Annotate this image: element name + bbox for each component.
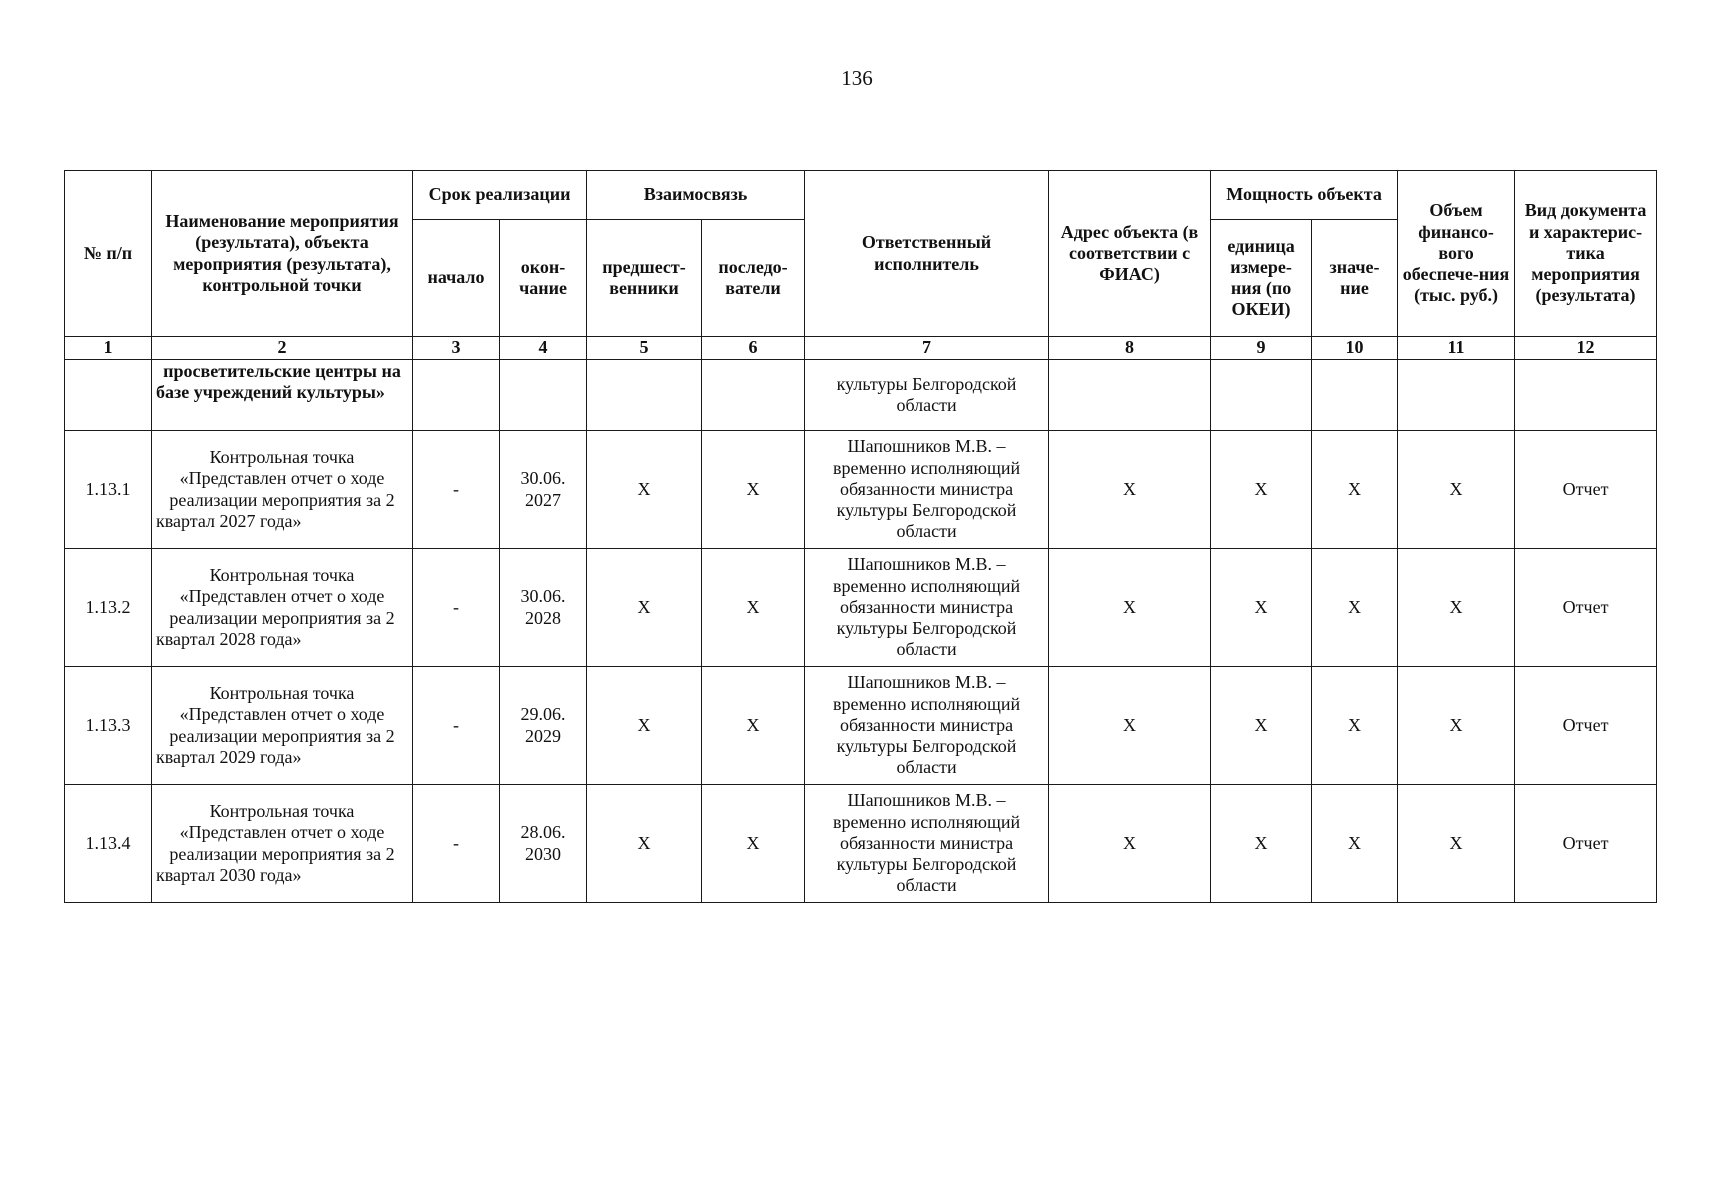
- header-num: № п/п: [65, 171, 152, 337]
- cell-next: Х: [702, 431, 805, 549]
- header-name: Наименование мероприятия (результата), объекта мероприятия (результата), контрольной точки: [152, 171, 413, 337]
- plan-table: [64, 170, 1657, 903]
- cell-name: просветительские центры на базе учреждений культуры»: [152, 360, 413, 431]
- cell-next: Х: [702, 549, 805, 667]
- cell-funding: Х: [1398, 667, 1515, 785]
- cell-prev: Х: [587, 549, 702, 667]
- cell-value: Х: [1312, 431, 1398, 549]
- cell-doc: Отчет: [1515, 549, 1657, 667]
- cell-funding: Х: [1398, 431, 1515, 549]
- header-period-start: начало: [413, 220, 500, 337]
- cell-doc: Отчет: [1515, 431, 1657, 549]
- cell-unit: Х: [1211, 431, 1312, 549]
- cell-name: Контрольная точка «Представлен отчет о ходе реализации мероприятия за 2 квартал 2030 года»: [152, 785, 413, 903]
- column-number: 4: [500, 337, 587, 360]
- table-row: [65, 431, 1657, 549]
- cell-name: Контрольная точка «Представлен отчет о ходе реализации мероприятия за 2 квартал 2027 года»: [152, 431, 413, 549]
- cell-next: [702, 360, 805, 431]
- cell-num: [65, 360, 152, 431]
- cell-name: Контрольная точка «Представлен отчет о ходе реализации мероприятия за 2 квартал 2028 года»: [152, 549, 413, 667]
- header-funding: Объем финансо-вого обеспече-ния (тыс. руб.): [1398, 171, 1515, 337]
- cell-address: Х: [1049, 667, 1211, 785]
- cell-doc: Отчет: [1515, 785, 1657, 903]
- cell-responsible: Шапошников М.В. – временно исполняющий обязанности министра культуры Белгородской области: [805, 549, 1049, 667]
- cell-next: Х: [702, 667, 805, 785]
- cell-start: -: [413, 785, 500, 903]
- cell-prev: Х: [587, 667, 702, 785]
- column-number: 10: [1312, 337, 1398, 360]
- cell-num: 1.13.3: [65, 667, 152, 785]
- header-relation: Взаимосвязь: [587, 171, 805, 220]
- cell-responsible: Шапошников М.В. – временно исполняющий обязанности министра культуры Белгородской области: [805, 431, 1049, 549]
- cell-value: Х: [1312, 667, 1398, 785]
- cell-responsible: культуры Белгородской области: [805, 360, 1049, 431]
- cell-prev: Х: [587, 785, 702, 903]
- column-number: 9: [1211, 337, 1312, 360]
- column-number: 3: [413, 337, 500, 360]
- cell-doc: [1515, 360, 1657, 431]
- header-relation-next: последо-ватели: [702, 220, 805, 337]
- header-responsible: Ответственный исполнитель: [805, 171, 1049, 337]
- page-number: 136: [841, 66, 873, 90]
- cell-start: -: [413, 431, 500, 549]
- header-period: Срок реализации: [413, 171, 587, 220]
- cell-address: Х: [1049, 549, 1211, 667]
- cell-prev: Х: [587, 431, 702, 549]
- cell-end: 28.06. 2030: [500, 785, 587, 903]
- cell-unit: Х: [1211, 667, 1312, 785]
- cell-end: [500, 360, 587, 431]
- table-row: [65, 785, 1657, 903]
- column-number: 1: [65, 337, 152, 360]
- cell-unit: [1211, 360, 1312, 431]
- header-period-end: окон-чание: [500, 220, 587, 337]
- cell-doc: Отчет: [1515, 667, 1657, 785]
- cell-funding: [1398, 360, 1515, 431]
- table-row: [65, 667, 1657, 785]
- header-relation-prev: предшест-венники: [587, 220, 702, 337]
- cell-funding: Х: [1398, 549, 1515, 667]
- column-number: 5: [587, 337, 702, 360]
- cell-end: 30.06. 2028: [500, 549, 587, 667]
- header-capacity: Мощность объекта: [1211, 171, 1398, 220]
- cell-start: [413, 360, 500, 431]
- column-number: 12: [1515, 337, 1657, 360]
- cell-end: 30.06. 2027: [500, 431, 587, 549]
- header-capacity-value: значе-ние: [1312, 220, 1398, 337]
- column-number: 6: [702, 337, 805, 360]
- cell-name: Контрольная точка «Представлен отчет о ходе реализации мероприятия за 2 квартал 2029 года»: [152, 667, 413, 785]
- table-row: [65, 549, 1657, 667]
- cell-value: Х: [1312, 785, 1398, 903]
- cell-responsible: Шапошников М.В. – временно исполняющий обязанности министра культуры Белгородской области: [805, 667, 1049, 785]
- continuation-row: [65, 360, 1657, 431]
- cell-address: [1049, 360, 1211, 431]
- column-number-row: [65, 337, 1657, 360]
- column-number: 11: [1398, 337, 1515, 360]
- cell-start: -: [413, 667, 500, 785]
- cell-address: Х: [1049, 431, 1211, 549]
- cell-start: -: [413, 549, 500, 667]
- cell-address: Х: [1049, 785, 1211, 903]
- cell-prev: [587, 360, 702, 431]
- cell-responsible: Шапошников М.В. – временно исполняющий обязанности министра культуры Белгородской области: [805, 785, 1049, 903]
- cell-end: 29.06. 2029: [500, 667, 587, 785]
- cell-value: [1312, 360, 1398, 431]
- cell-num: 1.13.1: [65, 431, 152, 549]
- header-address: Адрес объекта (в соответствии с ФИАС): [1049, 171, 1211, 337]
- column-number: 8: [1049, 337, 1211, 360]
- column-number: 2: [152, 337, 413, 360]
- header-doc-type: Вид документа и характерис-тика мероприятия (результата): [1515, 171, 1657, 337]
- cell-unit: Х: [1211, 549, 1312, 667]
- cell-unit: Х: [1211, 785, 1312, 903]
- column-number: 7: [805, 337, 1049, 360]
- header-capacity-unit: единица измере-ния (по ОКЕИ): [1211, 220, 1312, 337]
- cell-next: Х: [702, 785, 805, 903]
- cell-num: 1.13.4: [65, 785, 152, 903]
- cell-num: 1.13.2: [65, 549, 152, 667]
- cell-value: Х: [1312, 549, 1398, 667]
- cell-funding: Х: [1398, 785, 1515, 903]
